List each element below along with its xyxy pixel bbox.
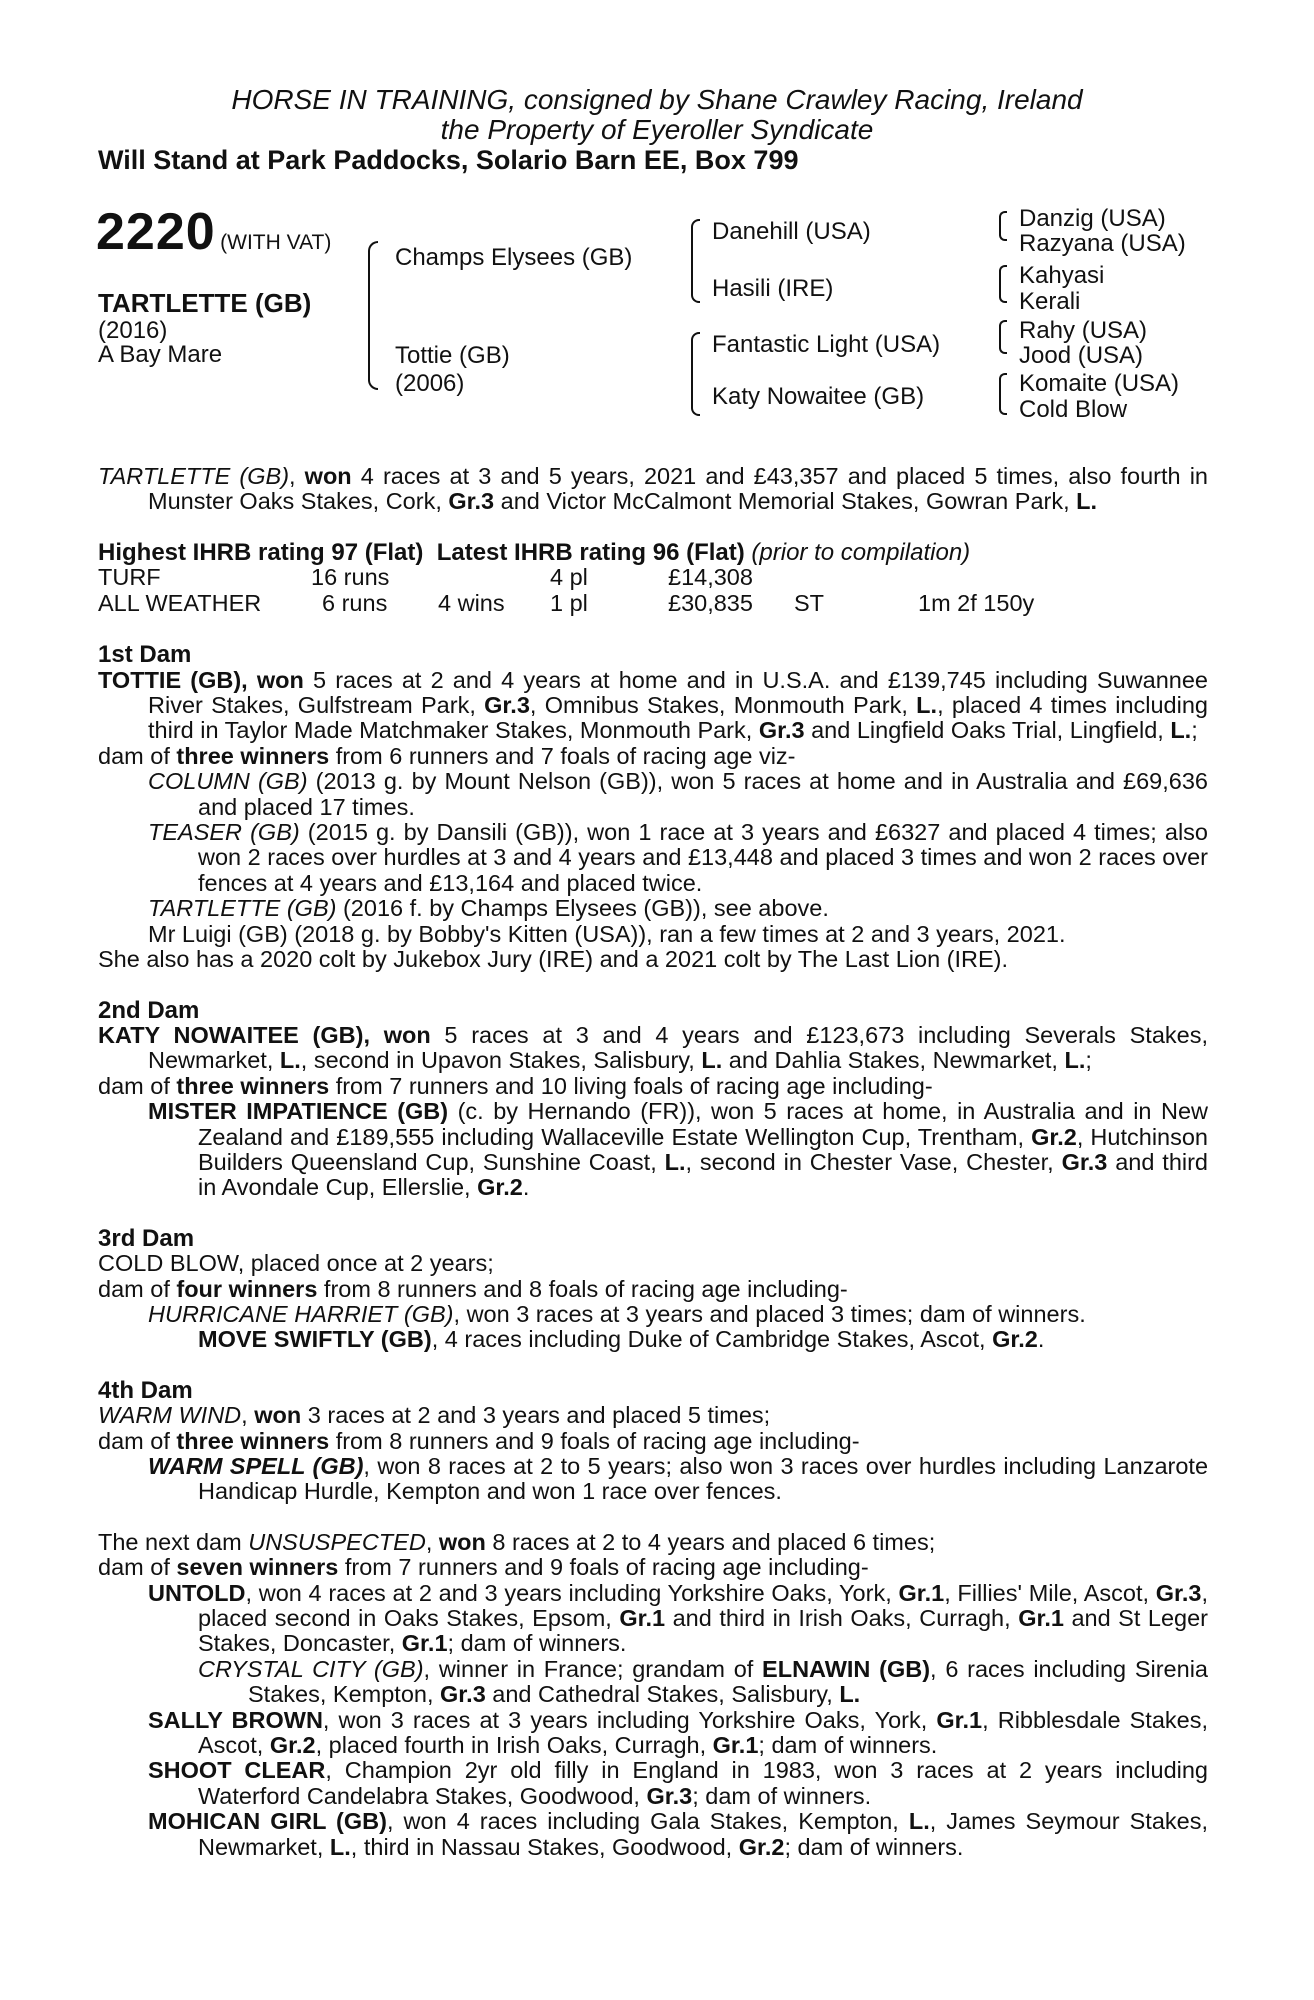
- pedigree-brace-2: [691, 219, 700, 303]
- dam3-produce-summary: dam of four winners from 8 runners and 8 foals of racing age including-: [98, 1275, 848, 1302]
- dam3-heading: 3rd Dam: [98, 1224, 195, 1252]
- pedigree-sire-dam: Hasili (IRE): [712, 275, 834, 302]
- dam4-produce-summary: dam of three winners from 8 runners and 9 foals of racing age including-: [98, 1427, 860, 1454]
- vat-note: (WITH VAT): [220, 231, 332, 254]
- dam4-record: WARM WIND, won 3 races at 2 and 3 years and placed 5 times;: [98, 1402, 771, 1429]
- header-location: Will Stand at Park Paddocks, Solario Barn EE, Box 799: [98, 145, 799, 175]
- dam1-produce-teaser: TEASER (GB) (2015 g. by Dansili (GB)), won 1 race at 3 years and £6327 and placed 4 times; also won 2 races over hurdles at 3 and 4 years and £13,448 and placed 3 times and won 2 races over fences at 4 years and £13,164 and placed twice.: [148, 819, 1208, 896]
- header-owner: the Property of Eyeroller Syndicate: [440, 114, 874, 145]
- pedigree-brace-3: [691, 332, 700, 416]
- dam2-produce-mister-impatience: MISTER IMPATIENCE (GB) (c. by Hernando (FR)), won 5 races at home, in Australia and in New Zealand and £189,555 including Wallaceville Estate Wellington Cup, Trentham, Gr.2, Hutchinson Builders Queensland Cup, Sunshine Coast, L., second in Chester Vase, Chester, Gr.3 and third in Avondale Cup, Ellerslie, Gr.2.: [148, 1098, 1209, 1201]
- dam1-produce-luigi: Mr Luigi (GB) (2018 g. by Bobby's Kitten (USA)), ran a few times at 2 and 3 years, 2021.: [148, 920, 1066, 947]
- pedigree-g5: Rahy (USA): [1019, 317, 1148, 344]
- nextdam-record: The next dam UNSUSPECTED, won 8 races at 2 to 4 years and placed 6 times;: [98, 1528, 936, 1555]
- pedigree-sire-sire: Danehill (USA): [712, 218, 871, 245]
- lot-number-block: [96, 202, 331, 262]
- nextdam-produce-shoot-clear: SHOOT CLEAR, Champion 2yr old filly in England in 1983, won 3 races at 2 years including Waterford Candelabra Stakes, Goodwood, Gr.3; dam of winners.: [148, 1757, 1208, 1809]
- nextdam-produce-crystal-city: CRYSTAL CITY (GB), winner in France; grandam of ELNAWIN (GB), 6 races including Sirenia Stakes, Kempton, Gr.3 and Cathedral Stakes, Salisbury, L.: [198, 1655, 1208, 1708]
- catalogue-body: [98, 464, 1208, 1860]
- pedigree-g2: Razyana (USA): [1019, 230, 1186, 257]
- dam2-record: KATY NOWAITEE (GB), won 5 races at 3 and 4 years and £123,673 including Severals Stakes, Newmarket, L., second in Upavon Stakes, Salisbury, L. and Dahlia Stakes, Newmarket, L.;: [98, 1021, 1208, 1074]
- dam1-produce-tartlette: TARTLETTE (GB) (2016 f. by Champs Elysees (GB)), see above.: [148, 895, 829, 922]
- horse-year: (2016): [98, 317, 168, 344]
- pedigree-brace-6: [999, 320, 1007, 354]
- stats-row-aw: ALL WEATHER 6 runs 4 wins 1 pl £30,835 ST 1m 2f 150y: [98, 590, 1035, 617]
- dam1-produce-summary: dam of three winners from 6 runners and 7 foals of racing age viz-: [98, 742, 796, 769]
- pedigree-g8: Cold Blow: [1019, 396, 1128, 423]
- dam3-produce-move-swiftly: MOVE SWIFTLY (GB), 4 races including Duke of Cambridge Stakes, Ascot, Gr.2.: [198, 1326, 1045, 1353]
- header-consignor: HORSE IN TRAINING, consigned by Shane Crawley Racing, Ireland: [231, 84, 1083, 115]
- lot-number: 2220: [96, 203, 216, 261]
- nextdam-produce-untold: UNTOLD, won 4 races at 2 and 3 years including Yorkshire Oaks, York, Gr.1, Fillies' Mile, Ascot, Gr.3, placed second in Oaks Stakes, Epsom, Gr.1 and third in Irish Oaks, Curragh, Gr.1 and St Leger Stakes, Doncaster, Gr.1; dam of winners.: [148, 1579, 1209, 1657]
- pedigree-brace-1: [368, 241, 378, 390]
- pedigree-g7: Komaite (USA): [1019, 370, 1180, 397]
- dam1-also: She also has a 2020 colt by Jukebox Jury (IRE) and a 2021 colt by The Last Lion (IRE).: [98, 946, 1009, 973]
- horse-description: A Bay Mare: [98, 341, 223, 368]
- pedigree-g6: Jood (USA): [1019, 342, 1144, 369]
- dam3-record: COLD BLOW, placed once at 2 years;: [98, 1250, 494, 1277]
- pedigree-brace-5: [999, 265, 1007, 303]
- dam1-record: TOTTIE (GB), won 5 races at 2 and 4 years at home and in U.S.A. and £139,745 including Suwannee River Stakes, Gulfstream Park, Gr.3, Omnibus Stakes, Monmouth Park, L., placed 4 times including third in Taylor Made Matchmaker Stakes, Monmouth Park, Gr.3 and Lingfield Oaks Trial, Lingfield, L.;: [98, 666, 1208, 744]
- pedigree-sire: Champs Elysees (GB): [395, 244, 633, 271]
- ratings-line: Highest IHRB rating 97 (Flat) Latest IHRB rating 96 (Flat) (prior to compilation): [98, 538, 971, 566]
- nextdam-produce-mohican-girl: MOHICAN GIRL (GB), won 4 races including Gala Stakes, Kempton, L., James Seymour Stakes, Newmarket, L., third in Nassau Stakes, Goodwood, Gr.2; dam of winners.: [148, 1808, 1209, 1860]
- dam1-produce-column: COLUMN (GB) (2013 g. by Mount Nelson (GB)), won 5 races at home and in Australia and £69,636 and placed 17 times.: [148, 768, 1208, 820]
- dam4-produce-warm-spell: WARM SPELL (GB), won 8 races at 2 to 5 years; also won 3 races over hurdles including Lanzarote Handicap Hurdle, Kempton and won 1 race over fences.: [148, 1453, 1209, 1505]
- pedigree-g1: Danzig (USA): [1019, 205, 1166, 232]
- pedigree-g4: Kerali: [1019, 288, 1081, 315]
- summary-paragraph: TARTLETTE (GB), won 4 races at 3 and 5 years, 2021 and £43,357 and placed 5 times, also fourth in Munster Oaks Stakes, Cork, Gr.3 and Victor McCalmont Memorial Stakes, Gowran Park, L.: [98, 463, 1208, 515]
- pedigree-g3: Kahyasi: [1019, 262, 1105, 289]
- dam1-heading: 1st Dam: [98, 641, 192, 669]
- pedigree-dam-year: (2006): [395, 370, 465, 397]
- dam2-heading: 2nd Dam: [98, 996, 200, 1024]
- pedigree-dam: Tottie (GB): [395, 342, 510, 369]
- dam3-produce-hurricane-harriet: HURRICANE HARRIET (GB), won 3 races at 3 years and placed 3 times; dam of winners.: [148, 1300, 1086, 1327]
- pedigree-dam-dam: Katy Nowaitee (GB): [712, 383, 925, 410]
- nextdam-produce-sally-brown: SALLY BROWN, won 3 races at 3 years including Yorkshire Oaks, York, Gr.1, Ribblesdale Stakes, Ascot, Gr.2, placed fourth in Irish Oaks, Curragh, Gr.1; dam of winners.: [148, 1706, 1208, 1759]
- pedigree-dam-sire: Fantastic Light (USA): [712, 331, 941, 358]
- pedigree-brace-7: [999, 373, 1007, 415]
- pedigree-brace-4: [999, 211, 1007, 241]
- dam2-produce-summary: dam of three winners from 7 runners and 10 living foals of racing age including-: [98, 1072, 933, 1099]
- dam4-heading: 4th Dam: [98, 1376, 193, 1404]
- nextdam-produce-summary: dam of seven winners from 7 runners and 9 foals of racing age including-: [98, 1554, 869, 1581]
- stats-row-turf: TURF 16 runs 4 pl £14,308: [98, 564, 753, 591]
- horse-name: TARTLETTE (GB): [98, 288, 312, 318]
